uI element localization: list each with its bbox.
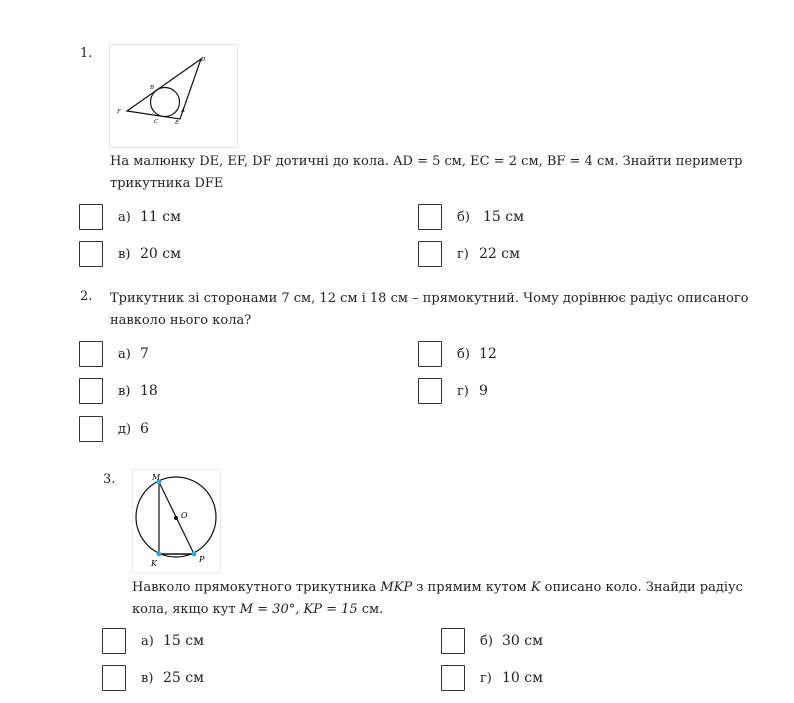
option-letter: г) <box>480 670 492 686</box>
option-letter: г) <box>457 246 469 262</box>
q2-option-a[interactable] <box>79 340 149 368</box>
option-value: 15 см <box>163 633 204 649</box>
circumscribed-circle-diagram <box>133 470 220 572</box>
q2-option-c[interactable] <box>79 377 158 405</box>
checkbox[interactable] <box>79 341 103 367</box>
point-K <box>157 552 162 557</box>
option-value: 22 см <box>479 246 520 262</box>
q1-option-b[interactable] <box>418 203 524 231</box>
label-F: F <box>117 109 121 115</box>
option-letter: д) <box>118 421 132 437</box>
option-value: 10 см <box>502 670 543 686</box>
option-letter: б) <box>457 209 470 225</box>
q2-option-b[interactable] <box>418 340 497 368</box>
label-C: C <box>154 119 159 125</box>
option-value: 12 <box>479 346 497 362</box>
option-value: 25 см <box>163 670 204 686</box>
q2-option-d[interactable] <box>418 377 488 405</box>
option-value: 30 см <box>502 633 543 649</box>
label-P: P <box>199 555 205 564</box>
center-point <box>174 516 178 520</box>
point-P <box>192 552 197 557</box>
checkbox[interactable] <box>441 665 465 691</box>
q3-option-c[interactable] <box>102 664 204 692</box>
option-letter: в) <box>118 383 131 399</box>
q3-option-a[interactable] <box>102 627 204 655</box>
question-3-text <box>132 577 772 621</box>
question-1-text <box>110 151 770 195</box>
triangle-incircle-diagram <box>110 45 237 147</box>
option-letter: а) <box>118 346 131 362</box>
option-letter: в) <box>118 246 131 262</box>
option-letter: б) <box>457 346 470 362</box>
checkbox[interactable] <box>418 378 442 404</box>
question-2-text-line1: Трикутник зі сторонами 7 см, 12 см і 18 см – прямокутний. Чому дорівнює радіус описаного <box>110 291 749 306</box>
question-2-text-line2: навколо нього кола? <box>110 313 252 328</box>
option-value: 18 <box>140 383 158 399</box>
option-value: 6 <box>140 421 149 437</box>
checkbox[interactable] <box>418 341 442 367</box>
question-1-figure <box>109 44 238 148</box>
checkbox[interactable] <box>79 204 103 230</box>
checkbox[interactable] <box>79 416 103 442</box>
option-letter: г) <box>457 383 469 399</box>
option-value: 7 <box>140 346 149 362</box>
option-value: 20 см <box>140 246 181 262</box>
question-1-text-line2: трикутника DFE <box>110 176 224 191</box>
q1-option-a[interactable] <box>79 203 181 231</box>
question-1-number: 1. <box>80 46 93 61</box>
label-A: A <box>181 108 185 114</box>
label-M: M <box>152 473 161 482</box>
question-3-number: 3. <box>103 472 116 487</box>
question-3-text-line2: кола, якщо кут M = 30°, KP = 15 см. <box>132 602 384 617</box>
checkbox[interactable] <box>418 204 442 230</box>
option-letter: а) <box>118 209 131 225</box>
label-D: D <box>201 57 206 63</box>
q1-option-c[interactable] <box>79 240 181 268</box>
question-2-text <box>110 288 770 332</box>
label-E: E <box>175 120 180 126</box>
checkbox[interactable] <box>79 241 103 267</box>
checkbox[interactable] <box>418 241 442 267</box>
option-letter: б) <box>480 633 493 649</box>
q1-option-d[interactable] <box>418 240 520 268</box>
question-3-text-line1: Навколо прямокутного трикутника MKP з прямим кутом K описано коло. Знайди радіус <box>132 580 743 595</box>
option-value: 15 см <box>483 209 524 225</box>
checkbox[interactable] <box>79 378 103 404</box>
label-O: O <box>181 511 188 520</box>
question-2-number: 2. <box>80 289 93 304</box>
label-B: B <box>150 85 155 91</box>
option-letter: в) <box>141 670 154 686</box>
label-K: K <box>151 559 157 568</box>
option-value: 11 см <box>140 209 181 225</box>
checkbox[interactable] <box>441 628 465 654</box>
option-letter: а) <box>141 633 154 649</box>
checkbox[interactable] <box>102 628 126 654</box>
q3-option-d[interactable] <box>441 664 543 692</box>
question-3-figure <box>132 469 221 573</box>
q2-option-e[interactable] <box>79 415 149 443</box>
option-value: 9 <box>479 383 488 399</box>
q3-option-b[interactable] <box>441 627 543 655</box>
checkbox[interactable] <box>102 665 126 691</box>
question-1-text-line1: На малюнку DE, EF, DF дотичні до кола. AD = 5 см, EC = 2 см, BF = 4 см. Знайти периметр <box>110 154 743 169</box>
